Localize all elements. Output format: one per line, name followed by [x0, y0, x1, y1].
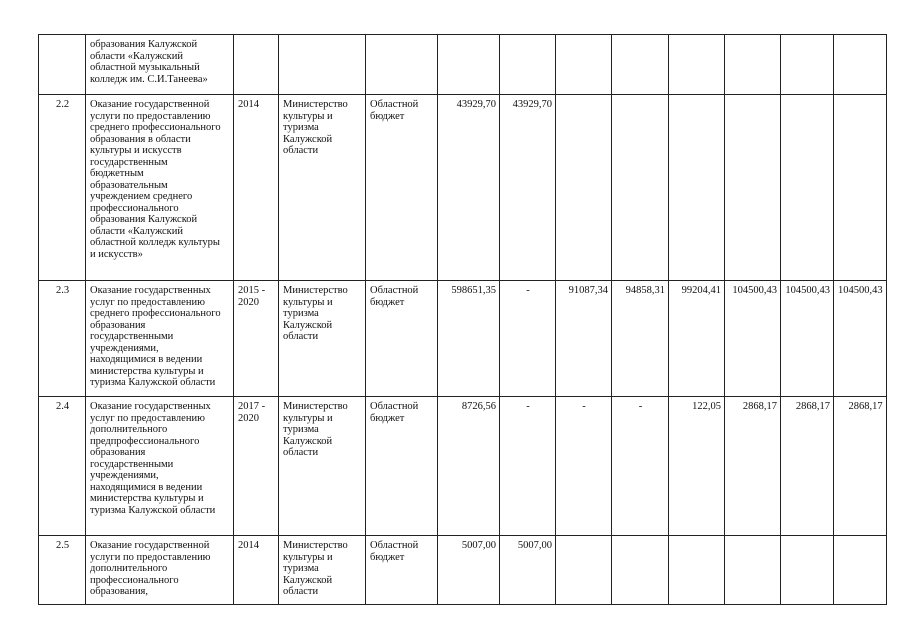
amount-y2017-cell: 99204,41 [669, 281, 725, 397]
amount-y2019-cell [781, 95, 834, 281]
amount-y2018-cell [725, 95, 781, 281]
table-row [39, 397, 887, 536]
total-amount-cell: 43929,70 [438, 95, 500, 281]
amount-y2014-cell: 5007,00 [500, 536, 556, 605]
activity-name-cell: образования Калужской области «Калужский областной музыкальный колледж им. С.И.Танеева» [86, 35, 234, 95]
executor-cell: Министерство культуры и туризма Калужской области [279, 397, 366, 536]
table-row [39, 536, 887, 605]
amount-y2016-cell [612, 536, 669, 605]
executor-cell: Министерство культуры и туризма Калужской области [279, 536, 366, 605]
amount-y2016-cell [612, 35, 669, 95]
funding-source-cell: Областной бюджет [366, 397, 438, 536]
amount-y2015-cell: 91087,34 [556, 281, 612, 397]
table-row [39, 35, 887, 95]
row-number-cell: 2.5 [39, 536, 86, 605]
row-number-cell: 2.2 [39, 95, 86, 281]
total-amount-cell: 8726,56 [438, 397, 500, 536]
activity-name-cell: Оказание государственной услуги по предоставлению среднего профессионального образования в области культуры и искусств государственным бюджетным образовательным учреждением среднего профессионального образования Калужской области «Калужский областной колледж культуры и искусств» [86, 95, 234, 281]
amount-y2018-cell: 2868,17 [725, 397, 781, 536]
amount-y2019-cell: 2868,17 [781, 397, 834, 536]
amount-y2016-cell: - [612, 397, 669, 536]
amount-y2014-cell: - [500, 397, 556, 536]
executor-cell: Министерство культуры и туризма Калужской области [279, 281, 366, 397]
table-row [39, 281, 887, 397]
amount-y2016-cell [612, 95, 669, 281]
amount-y2014-cell [500, 35, 556, 95]
amount-y2019-cell [781, 35, 834, 95]
funding-source-cell: Областной бюджет [366, 536, 438, 605]
amount-y2017-cell [669, 95, 725, 281]
funding-source-cell: Областной бюджет [366, 95, 438, 281]
executor-cell [279, 35, 366, 95]
total-amount-cell [438, 35, 500, 95]
amount-y2015-cell [556, 536, 612, 605]
row-number-cell: 2.3 [39, 281, 86, 397]
amount-y2017-cell [669, 536, 725, 605]
row-number-cell [39, 35, 86, 95]
amount-y2017-cell: 122,05 [669, 397, 725, 536]
amount-y2019-cell [781, 536, 834, 605]
funding-source-cell [366, 35, 438, 95]
table-row [39, 95, 887, 281]
activity-name-cell: Оказание государственной услуги по предоставлению дополнительного профессионального образования, [86, 536, 234, 605]
period-cell: 2014 [234, 536, 279, 605]
amount-y2018-cell [725, 536, 781, 605]
funding-source-cell: Областной бюджет [366, 281, 438, 397]
total-amount-cell: 5007,00 [438, 536, 500, 605]
row-number-cell: 2.4 [39, 397, 86, 536]
amount-y2017-cell [669, 35, 725, 95]
program-activities-table [38, 34, 887, 605]
total-amount-cell: 598651,35 [438, 281, 500, 397]
period-cell: 2014 [234, 95, 279, 281]
amount-y2015-cell: - [556, 397, 612, 536]
table-body [39, 35, 887, 605]
executor-cell: Министерство культуры и туризма Калужской области [279, 95, 366, 281]
amount-y2015-cell [556, 95, 612, 281]
period-cell: 2015 - 2020 [234, 281, 279, 397]
amount-y2014-cell: 43929,70 [500, 95, 556, 281]
amount-y2014-cell: - [500, 281, 556, 397]
amount-y2018-cell [725, 35, 781, 95]
amount-y2020-cell [834, 95, 887, 281]
activity-name-cell: Оказание государственных услуг по предоставлению среднего профессионального образования государственными учреждениями, находящимися в ведении министерства культуры и туризма Калужской области [86, 281, 234, 397]
period-cell: 2017 - 2020 [234, 397, 279, 536]
amount-y2020-cell: 104500,43 [834, 281, 887, 397]
amount-y2020-cell: 2868,17 [834, 397, 887, 536]
period-cell [234, 35, 279, 95]
amount-y2020-cell [834, 536, 887, 605]
amount-y2020-cell [834, 35, 887, 95]
amount-y2018-cell: 104500,43 [725, 281, 781, 397]
amount-y2016-cell: 94858,31 [612, 281, 669, 397]
activity-name-cell: Оказание государственных услуг по предоставлению дополнительного предпрофессионального образования государственными учреждениями, находящимися в ведении министерства культуры и туризма Калужской области [86, 397, 234, 536]
amount-y2019-cell: 104500,43 [781, 281, 834, 397]
amount-y2015-cell [556, 35, 612, 95]
